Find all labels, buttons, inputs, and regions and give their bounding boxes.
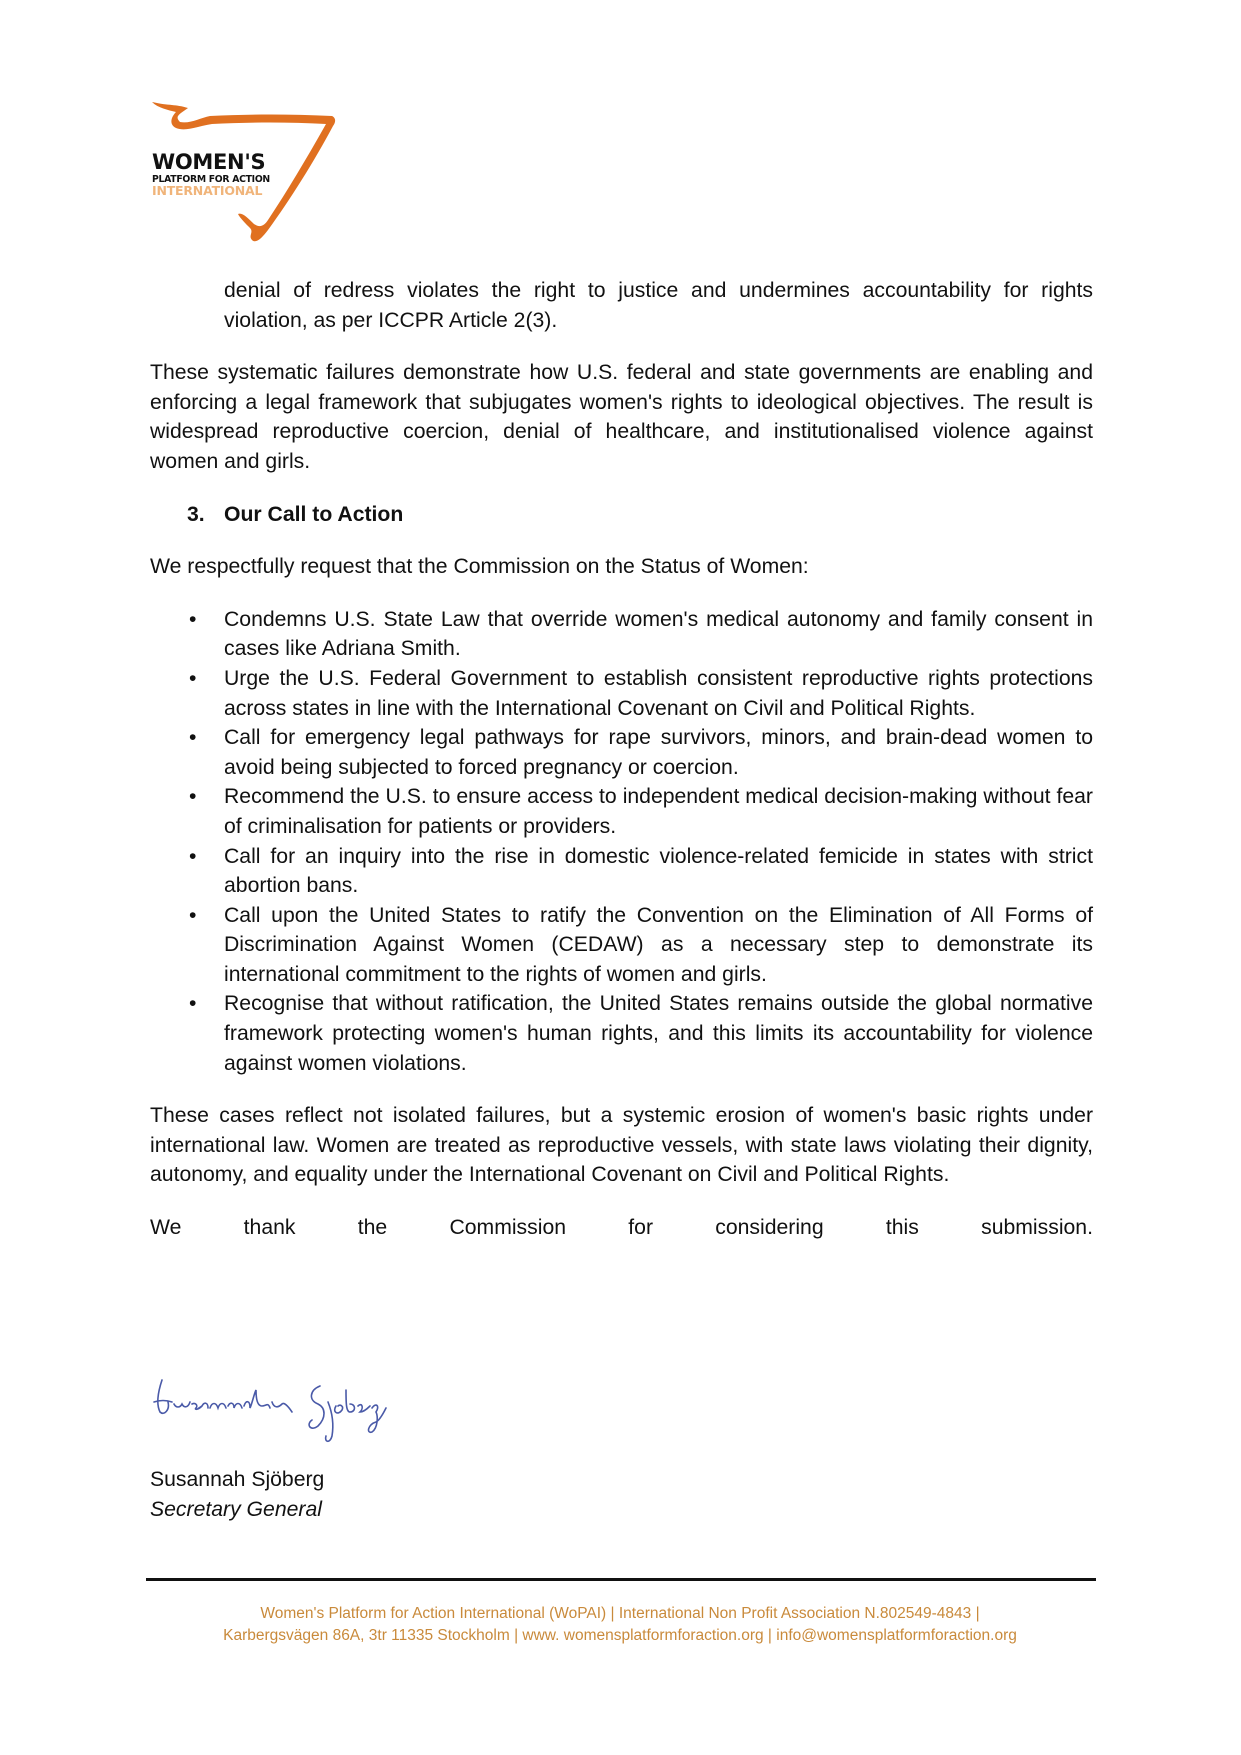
closing-thanks (150, 1213, 1093, 1243)
bullet-icon: • (189, 992, 197, 1016)
word: submission. (981, 1216, 1093, 1240)
list-item (150, 842, 1093, 901)
bullet-icon: • (189, 666, 197, 690)
word: We (150, 1216, 182, 1240)
recommendations-list (150, 605, 1093, 1079)
bullet-icon: • (189, 726, 197, 750)
word: Commission (449, 1216, 567, 1240)
list-item (150, 901, 1093, 990)
list-item-text: Call for emergency legal pathways for rape survivors, minors, and brain-dead women to avoid being subjected to forced pregnancy or coercion. (224, 726, 1093, 779)
logo-line-platform: PLATFORM FOR ACTION (152, 174, 270, 185)
signatory-name: Susannah Sjöberg (150, 1468, 325, 1491)
footer-line-organization: Women's Platform for Action International (WoPAI) | International Non Profit Association N.802549-4843 | (260, 1605, 980, 1622)
organization-logo (150, 100, 360, 250)
footer-line-contact: Karbergsvägen 86A, 3tr 11335 Stockholm | www. womensplatformforaction.org | info@womensplatformforaction.org (223, 1627, 1017, 1644)
call-to-action-intro: We respectfully request that the Commission on the Status of Women: (150, 555, 809, 579)
list-item (150, 989, 1093, 1078)
signature-icon (150, 1372, 400, 1452)
list-item-text: Call for an inquiry into the rise in domestic violence-related femicide in states with strict abortion bans. (224, 844, 1093, 898)
bullet-icon: • (189, 785, 197, 809)
list-item-text: Recognise that without ratification, the United States remains outside the global normative framework protecting women's human rights, and this limits its accountability for violence against women violations. (224, 992, 1093, 1075)
list-item (150, 664, 1093, 723)
paragraph-systemic-erosion: These cases reflect not isolated failures, but a systemic erosion of women's basic rights under international law. Women are treated as reproductive vessels, with state laws violating their dignity, autonomy, and equality under the International Covenant on Civil and Political Rights. (150, 1104, 1093, 1187)
signatory-role: Secretary General (150, 1497, 322, 1521)
bullet-icon: • (189, 844, 197, 868)
word: for (628, 1216, 654, 1240)
signatory-block (150, 1465, 324, 1524)
bullet-icon: • (189, 607, 197, 631)
section-heading (150, 500, 1093, 530)
list-item (150, 723, 1093, 782)
list-item (150, 782, 1093, 841)
list-item-text: Urge the U.S. Federal Government to establish consistent reproductive rights protections across states in line with the International Covenant on Civil and Political Rights. (224, 666, 1093, 720)
document-body (150, 276, 1093, 1243)
word: this (885, 1216, 919, 1240)
section-number: 3. (187, 502, 205, 526)
logo-line-womens: WOMEN'S (152, 150, 266, 174)
paragraph-systematic-failures: These systematic failures demonstrate how U.S. federal and state governments are enabling and enforcing a legal framework that subjugates women's rights to ideological objectives. The result is widespread reproductive coercion, denial of healthcare, and institutionalised violence against women and girls. (150, 361, 1093, 473)
handwritten-signature (150, 1372, 400, 1457)
word: thank (243, 1216, 296, 1240)
list-item-text: Condemns U.S. State Law that override women's medical autonomy and family consent in cases like Adriana Smith. (224, 607, 1093, 661)
continued-bullet-text: denial of redress violates the right to justice and undermines accountability for rights violation, as per ICCPR Article 2(3). (224, 279, 1093, 332)
logo-wordmark (152, 152, 270, 198)
footer-divider (146, 1578, 1096, 1581)
word: the (357, 1216, 388, 1240)
logo-line-international: INTERNATIONAL (152, 183, 263, 199)
word: considering (715, 1216, 824, 1240)
list-item-text: Call upon the United States to ratify the Convention on the Elimination of All Forms of Discrimination Against Women (CEDAW) as a necessary step to demonstrate its international commitment to the rights of women and girls. (224, 903, 1093, 986)
section-title: Our Call to Action (224, 502, 404, 526)
list-item (150, 605, 1093, 664)
bullet-icon: • (189, 903, 197, 927)
list-item-text: Recommend the U.S. to ensure access to independent medical decision-making without fear of criminalisation for patients or providers. (224, 785, 1093, 838)
letterhead-footer (140, 1603, 1100, 1647)
